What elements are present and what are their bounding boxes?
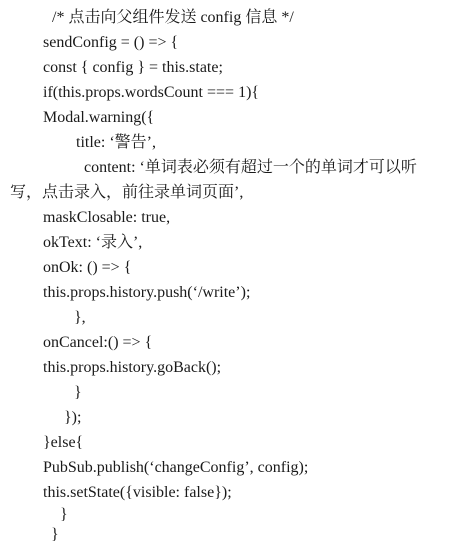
code-line: if(this.props.wordsCount === 1){ xyxy=(43,84,260,101)
code-comment-line: /* 点击向父组件发送 config 信息 */ xyxy=(52,9,294,26)
code-line-continuation: 写，点击录入，前往录单词页面’, xyxy=(10,184,244,201)
code-line: okText: ‘录入’, xyxy=(43,234,143,251)
code-line: Modal.warning({ xyxy=(43,109,155,126)
code-line: const { config } = this.state; xyxy=(43,59,223,76)
code-line: }, xyxy=(74,309,86,326)
code-line: title: ‘警告’, xyxy=(76,134,156,151)
code-line: } xyxy=(60,506,68,523)
code-line: this.props.history.push(‘/write’); xyxy=(43,284,251,301)
code-line: sendConfig = () => { xyxy=(43,34,179,51)
code-line: onOk: () => { xyxy=(43,259,132,276)
code-line: this.props.history.goBack(); xyxy=(43,359,222,376)
code-line: content: ‘单词表必须有超过一个的单词才可以听 xyxy=(84,159,417,176)
code-line: onCancel:() => { xyxy=(43,334,153,351)
code-line: } xyxy=(74,384,82,401)
code-line: maskClosable: true, xyxy=(43,209,171,226)
code-line: PubSub.publish(‘changeConfig’, config); xyxy=(43,459,309,476)
code-line: } xyxy=(51,526,59,543)
code-line: this.setState({visible: false}); xyxy=(43,484,232,501)
code-line: }else{ xyxy=(43,434,84,451)
code-line: }); xyxy=(64,409,82,426)
